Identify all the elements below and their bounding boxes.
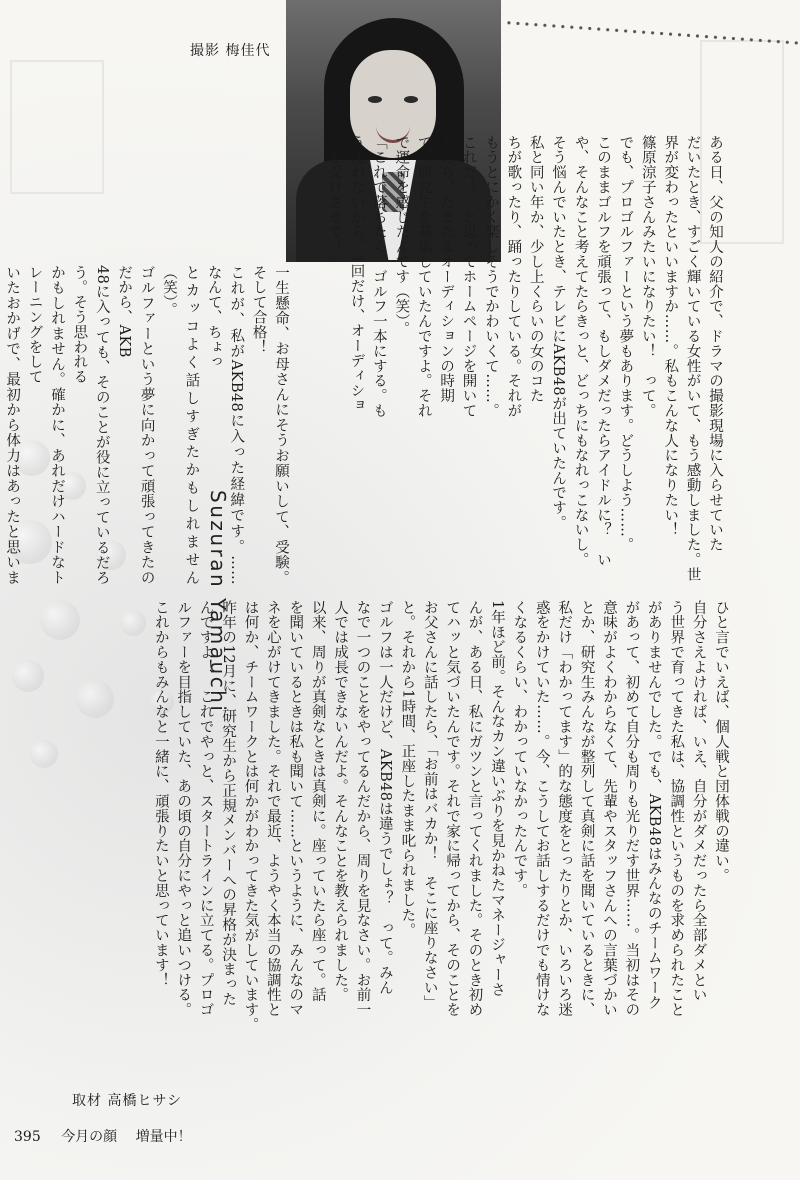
article-paragraphs: ひと言でいえば、個人戦と団体戦の違い。 自分さえよければ、いえ、自分がダメだったら全部ダメとい う世界で育ってきた私は、協調性というものを求められたこと がありませんでした。でも、AKB48はみんなのチームワーク があって、初めて自分も周りも光りだす世界……。当初はその 意味がよくわからなくて、先輩やスタッフさんへの言葉づかい とか、研究生みんなが整列して真剣に話を聞いているときに、 私だけ「わかってます」的な態度をとったりとか、いろいろ迷 惑をかけていた……。今、こうしてお話しするだけでも情けな くなるくらい、わかっていなかったんです。 1年ほど前。そんなカン違いぶりを見かねたマネージャーさ んが、ある日、私にガツンと言ってくれました。そのとき初め てハッと気づいたんです。それで家に帰ってから、そのことを お父さんに話したら、「お前はバカか！ そこに座りなさい」 と。それから1時間、正座したまま叱られました。 ゴルフは一人だけど、AKB48は違うでしょ？ って。みん なで一つのことをやってるんだから、周りを見なさい。お前一 人では成長できないんだよ。そんなことを教えられました。 以来、周りが真剣なときは真剣に。座っていたら座って。話 を聞いているときは私も聞いて……というように、みんなのマ ネを心がけてきました。それで最近、ようやく本当の協調性と は何か、チームワークとは何かがわかってきた気がしています。 昨年の12月に、研究生から正規メンバーへの昇格が決まった んですよ！ これでやっと、スタートラインに立てる。プロゴ ルファーを目指していた、あの頃の自分にやっと追いつける。 これからもみんなと一緒に、頑張りたいと思っています！ xyxy=(152,600,729,1033)
article-column-upper-right xyxy=(326,135,726,585)
photo-credit: 撮影 梅佳代 xyxy=(190,43,271,59)
decorative-bubble xyxy=(40,600,80,640)
decorative-bubble xyxy=(30,740,58,768)
article-paragraphs: 一生懸命、お母さんにそうお願いして、受験。そして合格！ これが、私がAKB48に入った経緯です。……なんて、ちょっ とカッコよく話しすぎたかもしれません（笑）。 ゴルファーという夢に向かって頑張ってきたのだから、AKB 48に入っても、そのことが役に立っているだろう。そう思われる かもしれません。確かに、あれだけハードなトレーニングをして いたおかげで、最初から体力はあったと思いま xyxy=(4,265,289,585)
name-romaji: Suzuran Yamauchi xyxy=(206,490,230,714)
article-column-lower xyxy=(82,600,732,1070)
decorative-frame xyxy=(10,60,104,194)
decorative-bubble xyxy=(12,660,44,692)
eye xyxy=(404,96,418,103)
eye xyxy=(368,96,382,103)
series-title: 今月の顔 xyxy=(61,1129,118,1145)
page-footer xyxy=(14,1126,192,1146)
interview-credit: 取材 高橋ヒサシ xyxy=(72,1093,183,1109)
series-tagline: 増量中！ xyxy=(135,1129,192,1145)
article-paragraphs: ある日、父の知人の紹介で、ドラマの撮影現場に入らせていた だいたとき、すごく輝いている女性がいて、もう感動しました。世 界が変わったといいますか……。私もこんな人になりたい！ 篠原涼子さんみたいになりたい！ って。 でも、プロゴルファーという夢もあります。どうしよう……。 このままゴルフを頑張って、もしダメだったらアイドルに？ い や、そんなこと考えてたらきっと、どっちにもなれっこないし。 そう悩んでいたとき、テレビにAKB48が出ていたんです。 私と同い年か、少し上くらいの女のコた ちが歌ったり、踊ったりしている。それが もうとにかく楽しそうでかわいくて……。 これだ！ と思ってホームページを開いて みたら、たまたまオーディションの時期 で、研究生を募集していたんですよ。それ で運命を感じたんです（笑）。 「これで落ちたら、ゴルフ一本にする。も う迷わないから、1回だけ、オーディショ ンを受けさせて！」 xyxy=(326,135,723,582)
article-column-upper-left xyxy=(4,265,292,585)
page-number: 395 xyxy=(14,1129,41,1145)
